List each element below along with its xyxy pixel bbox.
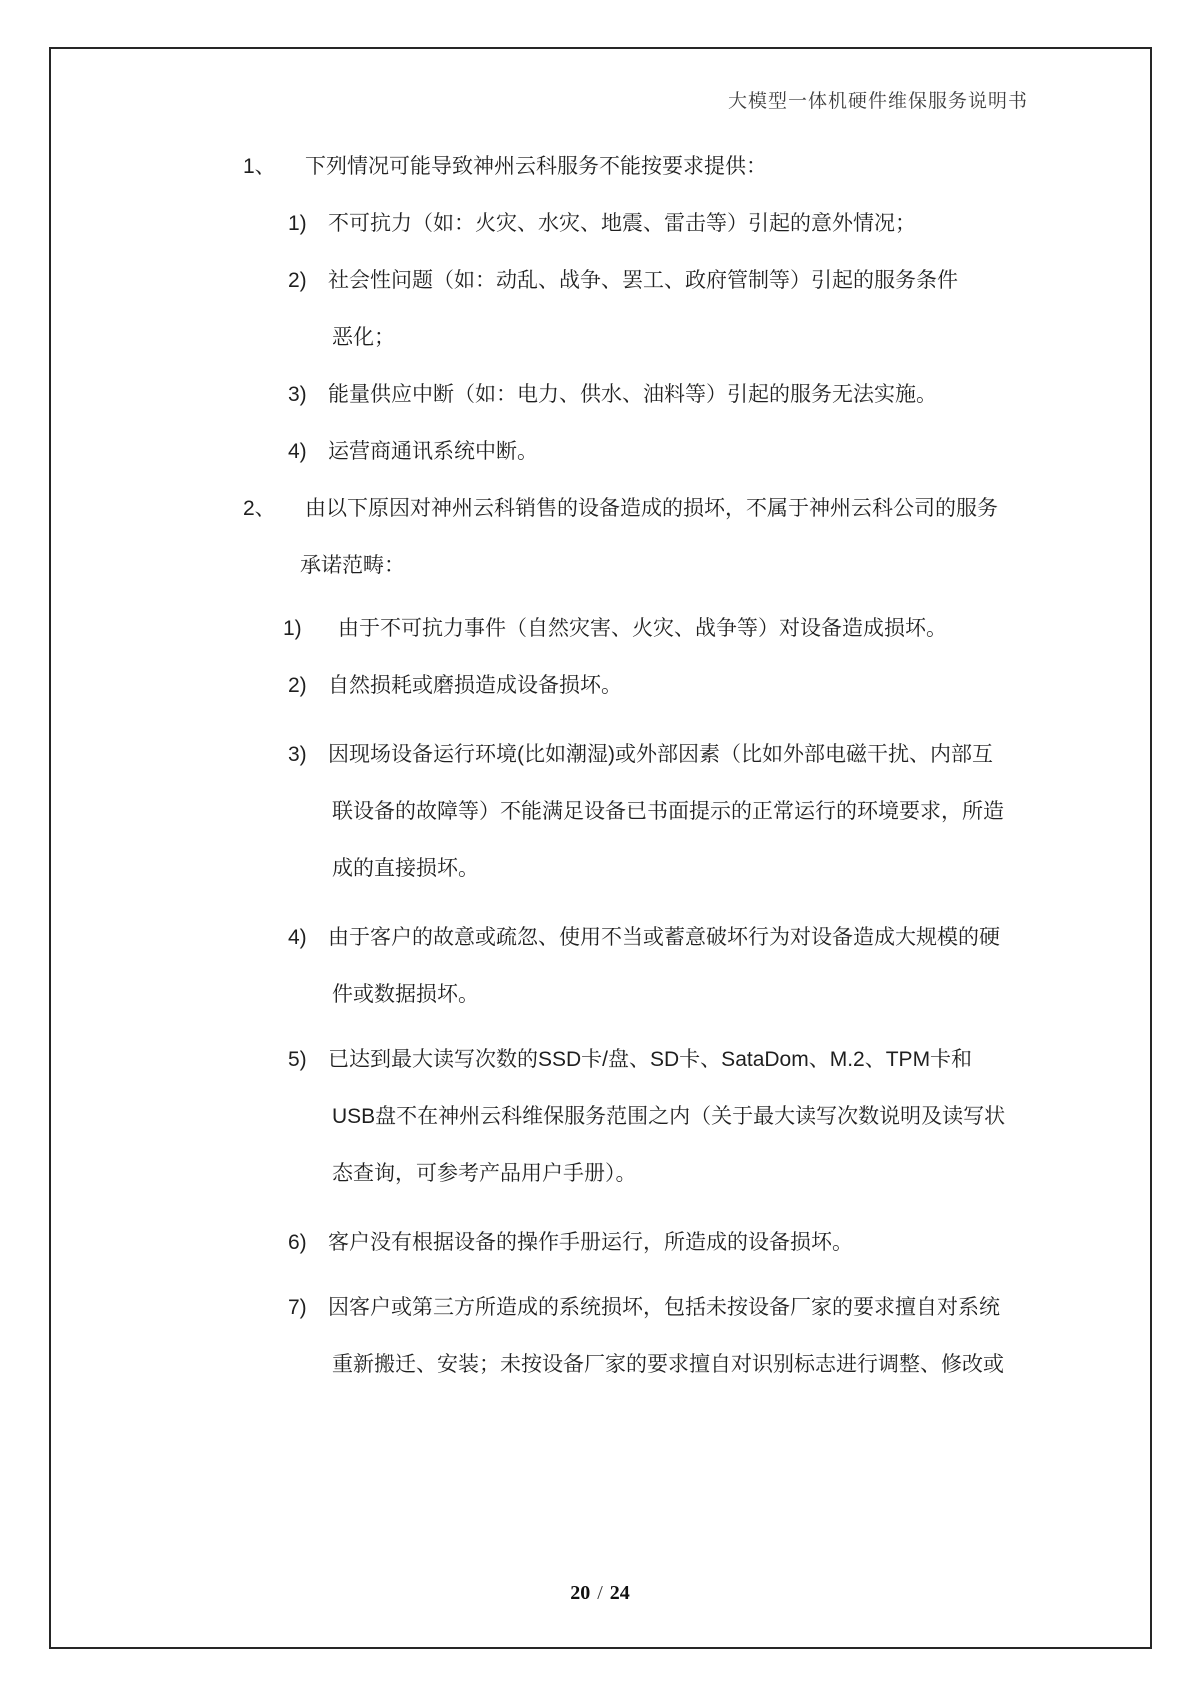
list-text: 联设备的故障等）不能满足设备已书面提示的正常运行的环境要求，所造 xyxy=(332,800,1004,823)
list-marker: 2、 xyxy=(243,497,276,520)
document-line xyxy=(0,1279,1200,1336)
page-header-title: 大模型一体机硬件维保服务说明书 xyxy=(727,91,1028,112)
list-text: 件或数据损坏。 xyxy=(332,983,479,1006)
list-text: 不可抗力（如：火灾、水灾、地震、雷击等）引起的意外情况； xyxy=(328,212,916,235)
list-marker: 4) xyxy=(288,440,307,463)
document-line xyxy=(0,1214,1200,1271)
list-marker: 1) xyxy=(283,617,302,640)
list-text: 重新搬迁、安装；未按设备厂家的要求擅自对识别标志进行调整、修改或 xyxy=(332,1353,1004,1376)
document-line xyxy=(0,600,1200,657)
list-marker: 3) xyxy=(288,743,307,766)
list-text: 承诺范畴： xyxy=(300,554,405,577)
list-text: 成的直接损坏。 xyxy=(332,857,479,880)
document-line xyxy=(0,480,1200,537)
list-text: 由于客户的故意或疏忽、使用不当或蓄意破坏行为对设备造成大规模的硬 xyxy=(328,926,1000,949)
page-number-separator: / xyxy=(597,1582,603,1604)
list-text: 客户没有根据设备的操作手册运行，所造成的设备损坏。 xyxy=(328,1231,853,1254)
document-line xyxy=(0,423,1200,480)
document-line xyxy=(0,840,1200,897)
list-marker: 1、 xyxy=(243,155,276,178)
list-marker: 5) xyxy=(288,1048,307,1071)
list-text: USB盘不在神州云科维保服务范围之内（关于最大读写次数说明及读写状 xyxy=(332,1105,1006,1128)
list-text: 已达到最大读写次数的SSD卡/盘、SD卡、SataDom、M.2、TPM卡和 xyxy=(328,1048,973,1071)
document-line xyxy=(0,537,1200,594)
document-body xyxy=(0,138,1200,1393)
list-marker: 3) xyxy=(288,383,307,406)
document-line xyxy=(0,1336,1200,1393)
document-line xyxy=(0,195,1200,252)
list-marker: 7) xyxy=(288,1296,307,1319)
document-line xyxy=(0,966,1200,1023)
page-number-total: 24 xyxy=(609,1582,630,1604)
list-text: 因客户或第三方所造成的系统损坏，包括未按设备厂家的要求擅自对系统 xyxy=(328,1296,1000,1319)
document-line xyxy=(0,783,1200,840)
list-marker: 2) xyxy=(288,674,307,697)
list-text: 由于不可抗力事件（自然灾害、火灾、战争等）对设备造成损坏。 xyxy=(338,617,947,640)
document-line xyxy=(0,657,1200,714)
document-line xyxy=(0,252,1200,309)
list-text: 态查询，可参考产品用户手册）。 xyxy=(332,1162,637,1185)
document-line xyxy=(0,909,1200,966)
document-line xyxy=(0,309,1200,366)
list-text: 下列情况可能导致神州云科服务不能按要求提供： xyxy=(305,155,767,178)
list-marker: 4) xyxy=(288,926,307,949)
list-text: 运营商通讯系统中断。 xyxy=(328,440,538,463)
list-text: 因现场设备运行环境(比如潮湿)或外部因素（比如外部电磁干扰、内部互 xyxy=(328,743,993,766)
list-text: 恶化； xyxy=(332,326,395,349)
list-text: 自然损耗或磨损造成设备损坏。 xyxy=(328,674,622,697)
list-marker: 2) xyxy=(288,269,307,292)
list-text: 由以下原因对神州云科销售的设备造成的损坏，不属于神州云科公司的服务 xyxy=(305,497,998,520)
page-footer xyxy=(0,1582,1200,1605)
list-marker: 6) xyxy=(288,1231,307,1254)
page-number-current: 20 xyxy=(570,1582,591,1604)
document-line xyxy=(0,366,1200,423)
document-line xyxy=(0,138,1200,195)
document-line xyxy=(0,1145,1200,1202)
document-line xyxy=(0,1088,1200,1145)
list-marker: 1) xyxy=(288,212,307,235)
list-text: 能量供应中断（如：电力、供水、油料等）引起的服务无法实施。 xyxy=(328,383,937,406)
document-line xyxy=(0,1031,1200,1088)
document-line xyxy=(0,726,1200,783)
list-text: 社会性问题（如：动乱、战争、罢工、政府管制等）引起的服务条件 xyxy=(328,269,958,292)
